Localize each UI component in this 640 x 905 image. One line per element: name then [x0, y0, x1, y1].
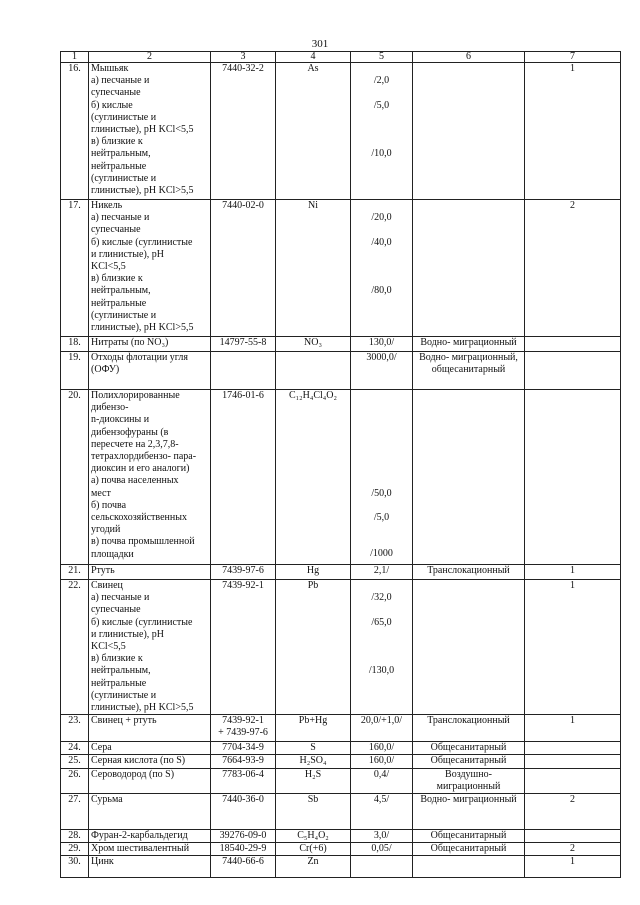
cell-line: Отходы флотации угля: [91, 352, 188, 363]
value-cell: [351, 794, 413, 830]
cell-line: б) кислые: [91, 99, 133, 111]
cell-line: (ОФУ): [91, 364, 120, 376]
row-number-cell: 28.: [61, 830, 89, 843]
hazard-class-cell: [525, 856, 621, 878]
cell-line: NO₃: [304, 337, 322, 348]
cell-line: C₁₂H₄Cl₄O₂: [289, 390, 337, 401]
cell-line: 2: [570, 843, 575, 855]
indicator-cell: [413, 755, 525, 768]
cell-line: 4,5/: [373, 794, 390, 806]
table-row: [61, 843, 621, 856]
cell-line: Транслокационный: [427, 715, 510, 727]
cell-line: Водно- миграционный: [420, 794, 517, 806]
cell-line: сельскохозяйственных: [91, 512, 187, 524]
cell-line: Ртуть: [91, 565, 115, 576]
cell-line: KCl<5,5: [91, 261, 126, 273]
substance-name-cell: [89, 755, 211, 768]
cell-line: 7664-93-9: [222, 755, 264, 767]
cell-line: а) почва населенных: [91, 475, 179, 487]
row-number-cell: 18.: [61, 337, 89, 352]
cell-line: [353, 463, 410, 475]
cas-number-cell: [211, 830, 276, 843]
cell-line: 130,0/: [368, 337, 395, 348]
cell-line: и глинистые), pH: [91, 628, 165, 640]
cell-line: Полихлорированные: [91, 390, 180, 401]
cell-line: /5,0: [373, 99, 390, 111]
cas-number-cell: [211, 580, 276, 715]
cell-line: б) почва: [91, 499, 127, 511]
cell-line: 7439-92-1: [222, 580, 264, 591]
cell-line: мест: [91, 487, 111, 499]
cell-line: нейтральные: [91, 677, 147, 689]
cell-line: 1: [570, 715, 575, 727]
row-number-cell: 25.: [61, 755, 89, 768]
cell-line: в) близкие к: [91, 136, 143, 148]
formula-cell: [276, 715, 351, 742]
row-number-cell: 23.: [61, 715, 89, 742]
cell-line: /10,0: [371, 148, 392, 160]
row-number-cell: 26.: [61, 768, 89, 793]
cell-line: Сурьма: [91, 794, 123, 806]
row-number-cell: 24.: [61, 742, 89, 755]
table-row: [61, 337, 621, 352]
cell-line: 7439-92-1: [222, 715, 264, 727]
cell-line: а) песчаные и: [91, 75, 150, 87]
cell-line: [353, 390, 410, 402]
table-row: [61, 63, 621, 200]
cell-line: нейтральным,: [91, 665, 151, 677]
value-cell: [351, 565, 413, 580]
cell-line: 160,0/: [368, 742, 395, 754]
indicator-cell: [413, 390, 525, 565]
indicator-cell: [413, 742, 525, 755]
cell-line: глинистые), pH KCl>5,5: [91, 322, 194, 334]
table-row: [61, 200, 621, 337]
cas-number-cell: [211, 390, 276, 565]
cell-line: пересчете на 2,3,7,8-: [91, 438, 179, 450]
hazard-class-cell: [525, 565, 621, 580]
hazard-class-cell: [525, 715, 621, 742]
cell-line: супесчаные: [91, 224, 141, 236]
cell-line: 39276-09-0: [219, 830, 267, 842]
hazard-class-cell: [525, 742, 621, 755]
cell-line: Общесанитарный: [430, 755, 507, 767]
formula-cell: [276, 390, 351, 565]
hazard-class-cell: [525, 794, 621, 830]
cell-line: [353, 261, 410, 273]
indicator-cell: [413, 843, 525, 856]
cell-line: нейтральные: [91, 297, 147, 309]
value-cell: [351, 580, 413, 715]
cell-line: миграционный: [436, 780, 501, 792]
cell-line: Воздушно-: [445, 768, 492, 780]
cell-line: /1000: [370, 548, 393, 560]
cell-line: 7440-66-6: [222, 856, 264, 868]
formula-cell: [276, 856, 351, 878]
cell-line: супесчаные: [91, 604, 141, 616]
cell-line: 7440-32-2: [222, 63, 264, 74]
cell-line: S: [310, 742, 316, 754]
substance-name-cell: [89, 742, 211, 755]
row-number-cell: 20.: [61, 390, 89, 565]
cell-line: KCl<5,5: [91, 641, 126, 653]
cell-line: 2: [570, 200, 575, 211]
cell-line: (суглинистые и: [91, 172, 157, 184]
cell-line: 3,0/: [373, 830, 390, 842]
indicator-cell: [413, 63, 525, 200]
cell-line: Sb: [307, 794, 319, 806]
value-cell: [351, 768, 413, 793]
formula-cell: [276, 200, 351, 337]
cell-line: /5,0: [373, 511, 390, 523]
cell-line: [353, 249, 410, 261]
formula-cell: [276, 755, 351, 768]
formula-cell: [276, 742, 351, 755]
cell-line: [353, 439, 410, 451]
cell-line: /130,0: [368, 665, 395, 677]
cas-number-cell: [211, 755, 276, 768]
cell-line: [353, 536, 410, 548]
cell-line: [353, 641, 410, 653]
cell-line: [353, 653, 410, 665]
cell-line: Ni: [308, 200, 318, 211]
cell-line: 3000,0/: [366, 352, 397, 363]
value-cell: [351, 352, 413, 390]
cell-line: /32,0: [371, 592, 392, 604]
row-number-cell: 17.: [61, 200, 89, 337]
substances-table: [60, 51, 621, 878]
cell-line: [353, 414, 410, 426]
formula-cell: [276, 843, 351, 856]
cell-line: Фуран-2-карбальдегид: [91, 830, 188, 842]
table-row: [61, 352, 621, 390]
cell-line: n-диоксины и: [91, 414, 150, 426]
cell-line: Мышьяк: [91, 63, 129, 74]
header-cell: 2: [89, 52, 211, 63]
cell-line: угодий: [91, 524, 121, 536]
header-cell: 4: [276, 52, 351, 63]
cell-line: Водно- миграционный,: [419, 352, 518, 363]
cell-line: 20,0/+1,0/: [360, 715, 403, 727]
substance-name-cell: [89, 580, 211, 715]
cell-line: /80,0: [371, 285, 392, 297]
cas-number-cell: [211, 843, 276, 856]
cell-line: [353, 402, 410, 414]
hazard-class-cell: [525, 200, 621, 337]
substance-name-cell: [89, 337, 211, 352]
cell-line: а) песчаные и: [91, 212, 150, 224]
indicator-cell: [413, 768, 525, 793]
cell-line: Свинец + ртуть: [91, 715, 157, 727]
cell-line: Zn: [307, 856, 319, 868]
page-number: 301: [311, 38, 329, 50]
cell-line: [353, 112, 410, 124]
cell-line: [353, 580, 410, 592]
cell-line: диоксин и его аналоги): [91, 463, 190, 475]
cell-line: глинистые), pH KCl>5,5: [91, 702, 194, 714]
row-number-cell: 30.: [61, 856, 89, 878]
cell-line: (суглинистые и: [91, 689, 157, 701]
cell-line: H₂S: [304, 768, 322, 780]
cell-line: 1746-01-6: [222, 390, 264, 401]
row-number-cell: 16.: [61, 63, 89, 200]
cell-line: и глинистые), pH: [91, 248, 165, 260]
cell-line: 1: [570, 565, 575, 576]
indicator-cell: [413, 715, 525, 742]
cell-line: 0,4/: [373, 768, 390, 780]
table-row: [61, 715, 621, 742]
cell-line: Сера: [91, 742, 112, 754]
hazard-class-cell: [525, 755, 621, 768]
cell-line: площадки: [91, 548, 134, 560]
cell-line: Сероводород (по S): [91, 768, 175, 780]
header-cell: 5: [351, 52, 413, 63]
cell-line: Общесанитарный: [430, 742, 507, 754]
cas-number-cell: [211, 565, 276, 580]
cell-line: Pb+Hg: [298, 715, 328, 727]
cell-line: [353, 273, 410, 285]
cell-line: 2: [570, 794, 575, 806]
cell-line: 1: [570, 580, 575, 591]
cas-number-cell: [211, 768, 276, 793]
row-number-cell: 19.: [61, 352, 89, 390]
cell-line: Общесанитарный: [430, 830, 507, 842]
cell-line: Цинк: [91, 856, 114, 868]
row-number-cell: 22.: [61, 580, 89, 715]
indicator-cell: [413, 565, 525, 580]
cell-line: [353, 524, 410, 536]
cell-line: [353, 475, 410, 487]
table-row: [61, 755, 621, 768]
indicator-cell: [413, 794, 525, 830]
indicator-cell: [413, 200, 525, 337]
formula-cell: [276, 580, 351, 715]
cas-number-cell: [211, 856, 276, 878]
cell-line: дибензофураны (в: [91, 426, 169, 438]
cell-line: 160,0/: [368, 755, 395, 767]
cell-line: /20,0: [371, 212, 392, 224]
cell-line: [353, 63, 410, 75]
hazard-class-cell: [525, 390, 621, 565]
cell-line: H₂SO₄: [299, 755, 327, 767]
formula-cell: [276, 768, 351, 793]
cell-line: супесчаные: [91, 87, 141, 99]
hazard-class-cell: [525, 63, 621, 200]
cell-line: 2,1/: [373, 565, 390, 576]
cell-line: 0,05/: [371, 843, 392, 855]
formula-cell: [276, 565, 351, 580]
header-cell: 3: [211, 52, 276, 63]
indicator-cell: [413, 580, 525, 715]
substance-name-cell: [89, 565, 211, 580]
cell-line: Водно- миграционный: [420, 337, 517, 348]
value-cell: [351, 843, 413, 856]
substance-name-cell: [89, 856, 211, 878]
cas-number-cell: [211, 200, 276, 337]
cell-line: [353, 451, 410, 463]
cell-line: 7704-34-9: [222, 742, 264, 754]
header-cell: 6: [413, 52, 525, 63]
header-cell: 7: [525, 52, 621, 63]
cell-line: /40,0: [371, 236, 392, 248]
value-cell: [351, 755, 413, 768]
table-row: [61, 580, 621, 715]
cell-line: Серная кислота (по S): [91, 755, 186, 767]
value-cell: [351, 337, 413, 352]
substance-name-cell: [89, 715, 211, 742]
cell-line: Транслокационный: [427, 565, 510, 576]
cell-line: тетрахлордибензо- пара-: [91, 451, 197, 463]
table-row: [61, 830, 621, 843]
cas-number-cell: [211, 337, 276, 352]
substance-name-cell: [89, 200, 211, 337]
cell-line: б) кислые (суглинистые: [91, 616, 193, 628]
cell-line: (суглинистые и: [91, 111, 157, 123]
cell-line: [353, 87, 410, 99]
cas-number-cell: [211, 794, 276, 830]
hazard-class-cell: [525, 580, 621, 715]
indicator-cell: [413, 337, 525, 352]
formula-cell: [276, 352, 351, 390]
substance-name-cell: [89, 843, 211, 856]
value-cell: [351, 715, 413, 742]
cell-line: Нитраты (по NO₃): [91, 337, 169, 348]
table-row: [61, 768, 621, 793]
cell-line: [353, 224, 410, 236]
cell-line: нейтральным,: [91, 285, 151, 297]
cell-line: [353, 136, 410, 148]
row-number-cell: 21.: [61, 565, 89, 580]
cell-line: Cr(+6): [299, 843, 327, 855]
substance-name-cell: [89, 352, 211, 390]
value-cell: [351, 856, 413, 878]
cell-line: общесанитарный: [431, 364, 506, 376]
cas-number-cell: [211, 715, 276, 742]
cell-line: + 7439-97-6: [218, 727, 268, 739]
cell-line: As: [307, 63, 319, 74]
cell-line: дибензо-: [91, 402, 129, 414]
table-row: [61, 794, 621, 830]
cell-line: Pb: [307, 580, 319, 591]
cell-line: Hg: [306, 565, 320, 576]
cell-line: нейтральным,: [91, 148, 151, 160]
value-cell: [351, 63, 413, 200]
cell-line: [353, 500, 410, 512]
cell-line: 18540-29-9: [219, 843, 267, 855]
formula-cell: [276, 830, 351, 843]
formula-cell: [276, 337, 351, 352]
row-number-cell: 27.: [61, 794, 89, 830]
substance-name-cell: [89, 390, 211, 565]
indicator-cell: [413, 856, 525, 878]
substance-name-cell: [89, 830, 211, 843]
cell-line: [353, 604, 410, 616]
header-cell: 1: [61, 52, 89, 63]
cell-line: /50,0: [371, 487, 392, 499]
hazard-class-cell: [525, 352, 621, 390]
cell-line: 7440-36-0: [222, 794, 264, 806]
cas-number-cell: [211, 63, 276, 200]
cell-line: C₅H₄O₂: [297, 830, 329, 842]
cell-line: [353, 200, 410, 212]
table-row: [61, 565, 621, 580]
cell-line: в) почва промышленной: [91, 536, 195, 548]
value-cell: [351, 390, 413, 565]
cell-line: 7783-06-4: [222, 768, 264, 780]
cell-line: [353, 427, 410, 439]
substance-name-cell: [89, 794, 211, 830]
cell-line: в) близкие к: [91, 273, 143, 285]
table-header-row: [61, 52, 621, 63]
cell-line: /2,0: [373, 75, 390, 87]
cell-line: Никель: [91, 200, 123, 211]
hazard-class-cell: [525, 337, 621, 352]
formula-cell: [276, 794, 351, 830]
cell-line: 1: [570, 63, 575, 74]
cell-line: 7439-97-6: [222, 565, 264, 576]
cell-line: в) близкие к: [91, 653, 143, 665]
value-cell: [351, 830, 413, 843]
row-number-cell: 29.: [61, 843, 89, 856]
cell-line: [353, 629, 410, 641]
cell-line: /65,0: [371, 616, 392, 628]
cell-line: Хром шестивалентный: [91, 843, 190, 855]
cell-line: 7440-02-0: [222, 200, 264, 211]
indicator-cell: [413, 352, 525, 390]
cell-line: (суглинистые и: [91, 309, 157, 321]
cell-line: а) песчаные и: [91, 592, 150, 604]
cell-line: глинистые), pH KCl<5,5: [91, 124, 194, 136]
cas-number-cell: [211, 742, 276, 755]
value-cell: [351, 200, 413, 337]
cell-line: б) кислые (суглинистые: [91, 236, 193, 248]
substance-name-cell: [89, 768, 211, 793]
cell-line: Свинец: [91, 580, 123, 591]
table-row: [61, 742, 621, 755]
cell-line: нейтральные: [91, 160, 147, 172]
value-cell: [351, 742, 413, 755]
cell-line: 14797-55-8: [219, 337, 267, 348]
hazard-class-cell: [525, 768, 621, 793]
cas-number-cell: [211, 352, 276, 390]
cell-line: [353, 124, 410, 136]
cell-line: 1: [570, 856, 575, 868]
cell-line: глинистые), pH KCl>5,5: [91, 185, 194, 197]
substance-name-cell: [89, 63, 211, 200]
table-row: [61, 390, 621, 565]
hazard-class-cell: [525, 843, 621, 856]
table-row: [61, 856, 621, 878]
hazard-class-cell: [525, 830, 621, 843]
cell-line: Общесанитарный: [430, 843, 507, 855]
formula-cell: [276, 63, 351, 200]
indicator-cell: [413, 830, 525, 843]
